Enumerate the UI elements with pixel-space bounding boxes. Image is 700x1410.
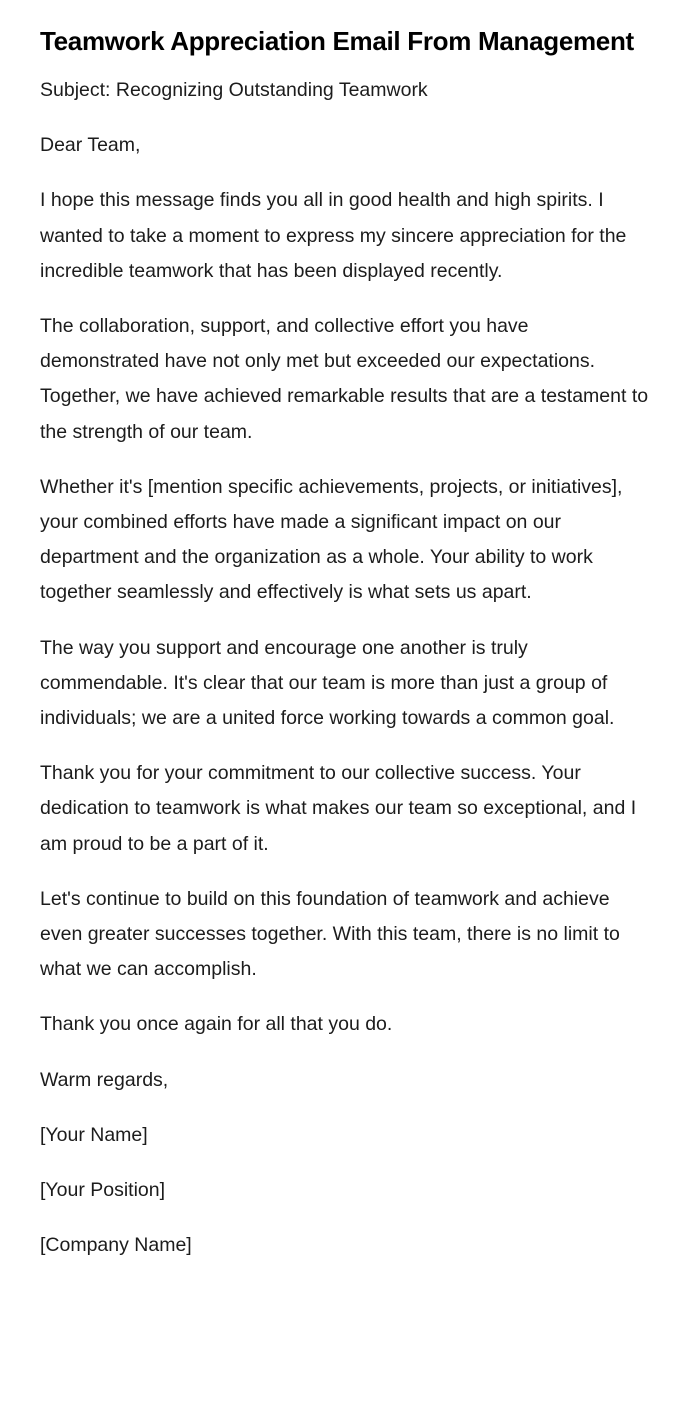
- email-subject: Subject: Recognizing Outstanding Teamwork: [40, 79, 428, 101]
- signature-position: [Your Position]: [40, 1179, 166, 1202]
- email-document: [40, 0, 650, 1263]
- body-paragraph-6: Let's continue to build on this foundation of teamwork and achieve even greater successes together. With this team, there is no limit to what we can accomplish.: [40, 887, 620, 981]
- body-paragraph-4: The way you support and encourage one another is truly commendable. It's clear that our team is more than just a group of individuals; we are a united force working towards a common goal.: [40, 636, 615, 730]
- body-paragraph-3: Whether it's [mention specific achievements, projects, or initiatives], your combined efforts have made a significant impact on our department and the organization as a whole. Your ability to work together seamlessly and effectively is what sets us apart.: [40, 475, 623, 604]
- page-title: Teamwork Appreciation Email From Management: [40, 26, 634, 56]
- email-closing: Warm regards,: [40, 1068, 169, 1091]
- body-paragraph-1: I hope this message finds you all in good health and high spirits. I wanted to take a moment to express my sincere appreciation for the incredible teamwork that has been displayed recently.: [40, 189, 627, 282]
- body-paragraph-5: Thank you for your commitment to our collective success. Your dedication to teamwork is what makes our team so exceptional, and I am proud to be a part of it.: [40, 762, 637, 855]
- body-paragraph-7: Thank you once again for all that you do.: [40, 1013, 393, 1036]
- signature-company: [Company Name]: [40, 1234, 192, 1257]
- signature-name: [Your Name]: [40, 1123, 148, 1146]
- body-paragraph-2: The collaboration, support, and collective effort you have demonstrated have not only met but exceeded our expectations. Together, we have achieved remarkable results that are a testament to the strength of our team.: [40, 315, 649, 443]
- email-greeting: Dear Team,: [40, 134, 141, 157]
